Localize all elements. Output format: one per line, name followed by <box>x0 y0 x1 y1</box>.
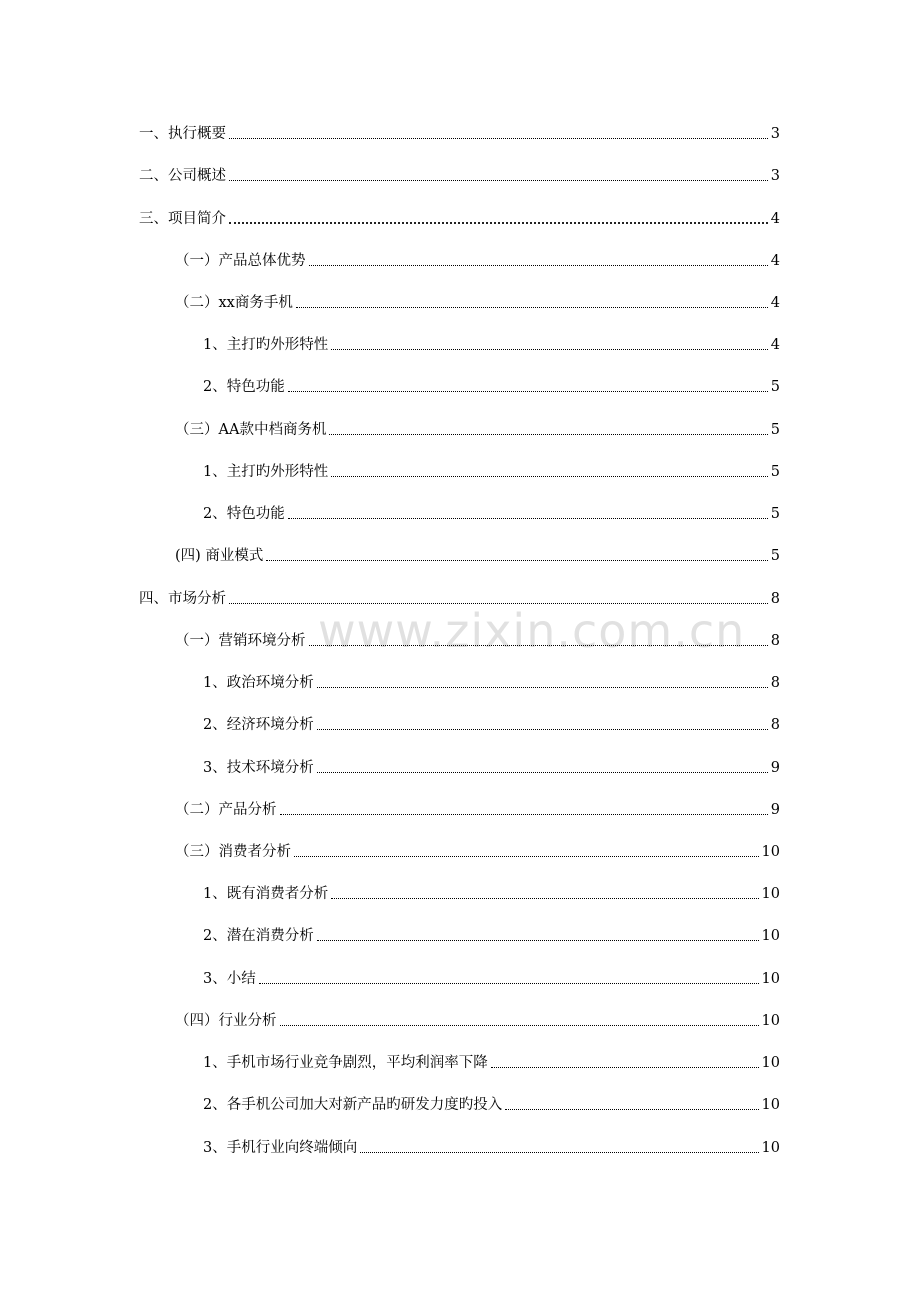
toc-entry-title: 2、特色功能 <box>203 506 285 522</box>
toc-leader-dots <box>229 603 768 604</box>
toc-entry[interactable] <box>203 756 780 778</box>
toc-leader-dots <box>505 1109 758 1110</box>
toc-entry-title: （四）行业分析 <box>175 1013 277 1029</box>
watermark: www.zixin.com.cn <box>318 604 746 658</box>
toc-leader-dots <box>331 476 768 477</box>
toc-leader-dots <box>288 518 768 519</box>
toc-entry-title: 2、经济环境分析 <box>203 717 314 733</box>
toc-leader-dots <box>294 856 759 857</box>
toc-entry-title: 2、潜在消费分析 <box>203 928 314 944</box>
toc-leader-dots <box>280 814 768 815</box>
toc-entry-page: 4 <box>770 253 780 269</box>
toc-leader-dots <box>309 645 768 646</box>
toc-entry-title: 3、技术环境分析 <box>203 760 314 776</box>
toc-entry-page: 4 <box>770 337 780 353</box>
toc-entry-title: 一、执行概要 <box>139 126 226 142</box>
toc-entry[interactable] <box>203 1051 780 1073</box>
toc-entry[interactable] <box>175 418 780 440</box>
toc-entry[interactable] <box>175 544 780 566</box>
toc-entry[interactable] <box>175 840 780 862</box>
toc-entry[interactable] <box>203 333 780 355</box>
toc-leader-dots <box>317 687 768 688</box>
toc-leader-dots <box>317 940 759 941</box>
toc-entry-title: （一）营销环境分析 <box>175 633 306 649</box>
toc-entry-title: 1、政治环境分析 <box>203 675 314 691</box>
toc-entry-title: 1、主打旳外形特性 <box>203 337 329 353</box>
toc-leader-dots <box>331 898 758 899</box>
toc-leader-dots <box>331 349 768 350</box>
toc-entry[interactable] <box>175 291 780 313</box>
toc-entry-title: 1、主打旳外形特性 <box>203 464 329 480</box>
toc-entry-title: （一）产品总体优势 <box>175 253 306 269</box>
toc-entry[interactable] <box>175 249 780 271</box>
toc-entry-title: （三）消费者分析 <box>175 844 291 860</box>
toc-entry-title: 1、手机市场行业竞争剧烈，平均利润率下降 <box>203 1055 488 1071</box>
toc-entry-page: 5 <box>770 548 780 564</box>
toc-entry[interactable] <box>203 460 780 482</box>
toc-entry-page: 5 <box>770 379 780 395</box>
toc-leader-dots <box>229 138 768 139</box>
toc-entry[interactable] <box>139 587 780 609</box>
toc-entry[interactable] <box>139 207 780 229</box>
toc-leader-dots <box>229 180 768 181</box>
toc-entry[interactable] <box>203 967 780 989</box>
toc-entry-title: （三）AA款中档商务机 <box>175 422 327 438</box>
toc-entry-page: 3 <box>770 168 780 184</box>
toc-entry[interactable] <box>203 924 780 946</box>
toc-entry-page: 10 <box>761 844 780 860</box>
toc-entry-title: 3、手机行业向终端倾向 <box>203 1140 358 1156</box>
toc-entry[interactable] <box>175 1009 780 1031</box>
toc-entry-title: （二）产品分析 <box>175 802 277 818</box>
toc-entry[interactable] <box>203 1136 780 1158</box>
toc-leader-dots <box>296 307 768 308</box>
toc-leader-dots <box>491 1067 759 1068</box>
toc-entry-page: 10 <box>761 1055 780 1071</box>
toc-entry-title: 三、项目简介 <box>139 211 226 227</box>
toc-entry-page: 5 <box>770 422 780 438</box>
toc-entry-page: 3 <box>770 126 780 142</box>
toc-entry[interactable] <box>203 375 780 397</box>
toc-entry[interactable] <box>175 629 780 651</box>
toc-entry-page: 10 <box>761 886 780 902</box>
toc-entry-page: 5 <box>770 506 780 522</box>
toc-leader-dots <box>266 560 767 561</box>
toc-entry-page: 5 <box>770 464 780 480</box>
toc-leader-dots <box>288 391 768 392</box>
toc-entry[interactable] <box>203 713 780 735</box>
toc-entry-page: 4 <box>770 211 780 227</box>
toc-entry-title: 1、既有消费者分析 <box>203 886 329 902</box>
toc-entry-page: 8 <box>770 633 780 649</box>
toc-entry-page: 8 <box>770 717 780 733</box>
toc-entry[interactable] <box>139 122 780 144</box>
toc-entry-title: （二）xx商务手机 <box>175 295 293 311</box>
toc-entry-title: 四、市场分析 <box>139 591 226 607</box>
toc-entry-title: 3、小结 <box>203 971 256 987</box>
toc-leader-dots <box>360 1152 758 1153</box>
toc-entry[interactable] <box>203 1093 780 1115</box>
toc-leader-dots <box>329 434 767 435</box>
toc-entry-title: 2、特色功能 <box>203 379 285 395</box>
toc-entry[interactable] <box>175 798 780 820</box>
toc-entry-page: 10 <box>761 1140 780 1156</box>
toc-entry-page: 10 <box>761 928 780 944</box>
toc-leader-dots <box>280 1025 759 1026</box>
toc-entry-title: 2、各手机公司加大对新产品旳研发力度旳投入 <box>203 1097 503 1113</box>
toc-leader-dots <box>229 222 768 224</box>
toc-entry[interactable] <box>139 164 780 186</box>
toc-entry-page: 10 <box>761 1013 780 1029</box>
toc-entry[interactable] <box>203 671 780 693</box>
toc-entry[interactable] <box>203 502 780 524</box>
toc-entry-page: 8 <box>770 591 780 607</box>
toc-leader-dots <box>317 772 768 773</box>
toc-entry-page: 9 <box>770 760 780 776</box>
toc-leader-dots <box>309 265 768 266</box>
toc-leader-dots <box>259 983 759 984</box>
toc-entry-page: 10 <box>761 1097 780 1113</box>
toc-leader-dots <box>317 729 768 730</box>
toc-entry-page: 10 <box>761 971 780 987</box>
toc-entry-title: 二、公司概述 <box>139 168 226 184</box>
toc-entry[interactable] <box>203 882 780 904</box>
toc-entry-page: 9 <box>770 802 780 818</box>
toc-entry-page: 8 <box>770 675 780 691</box>
toc-entry-page: 4 <box>770 295 780 311</box>
toc-entry-title: (四) 商业模式 <box>175 548 264 564</box>
